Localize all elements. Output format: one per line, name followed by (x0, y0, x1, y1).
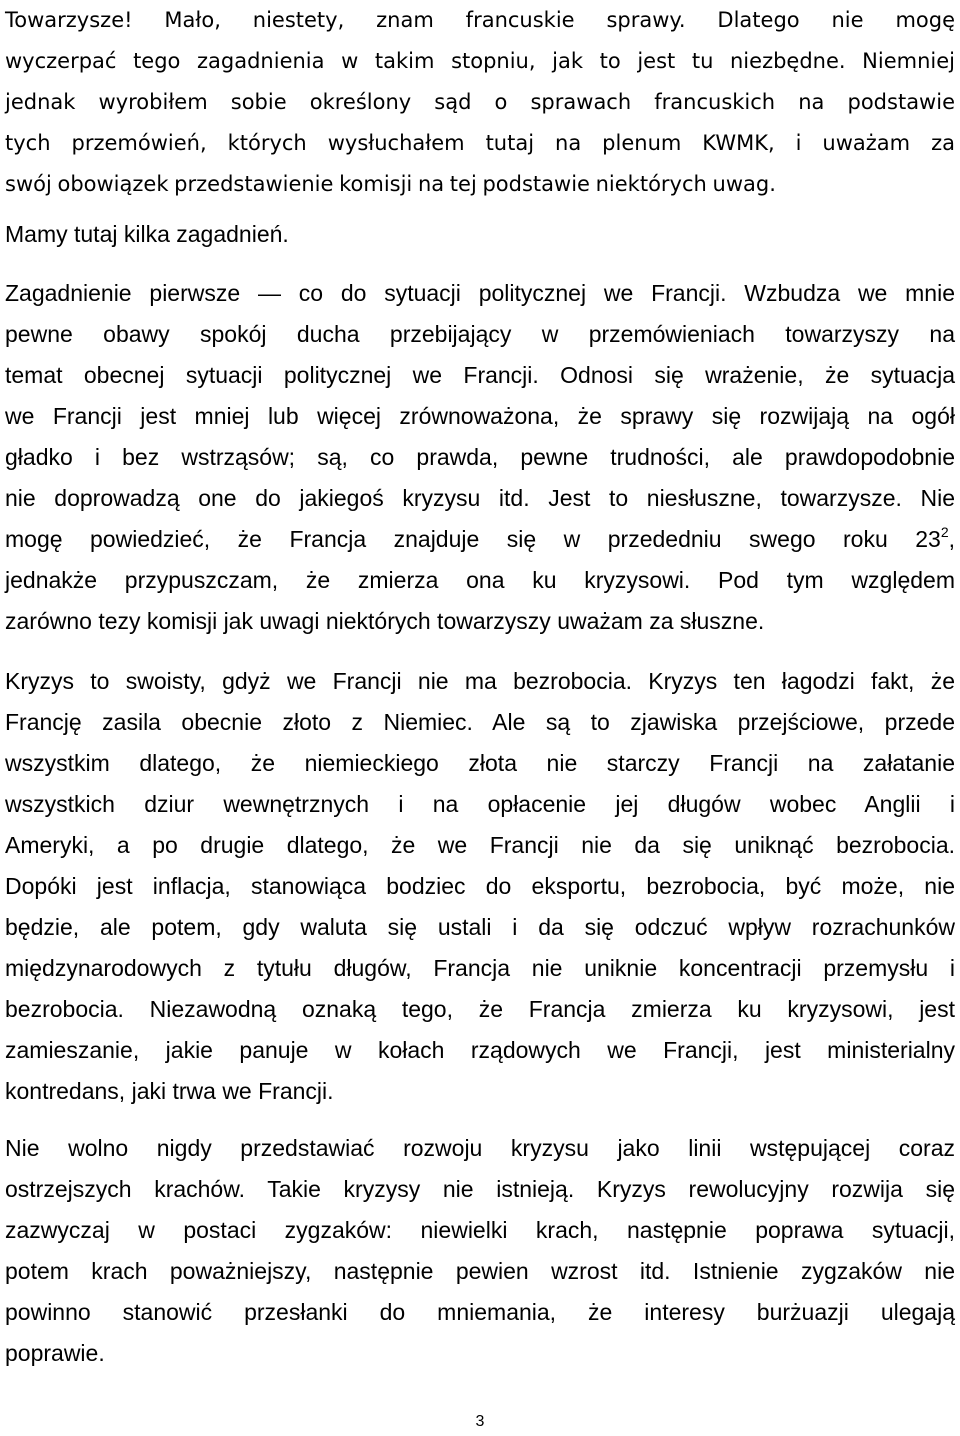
text-line: wyczerpać tego zagadnienia w takim stopniu, jak to jest tu niezbędne. Niemniej (5, 49, 955, 73)
text-line: temat obecnej sytuacji politycznej we Francji. Odnosi się wrażenie, że sytuacja (5, 362, 955, 388)
text-line: zarówno tezy komisji jak uwagi niektórych towarzyszy uważam za słuszne. (5, 608, 765, 634)
paragraph-2 (5, 214, 955, 255)
text-line: jednakże przypuszczam, że zmierza ona ku kryzysowi. Pod tym względem (5, 567, 955, 593)
footnote-mark[interactable]: 2 (940, 524, 949, 540)
paragraph-1 (5, 0, 955, 205)
text-line: zamieszanie, jakie panuje w kołach rządowych we Francji, jest ministerialny (5, 1037, 955, 1063)
text-line: tych przemówień, których wysłuchałem tutaj na plenum KWMK, i uważam za (5, 131, 955, 155)
text-line: ostrzejszych krachów. Takie kryzysy nie istnieją. Kryzys rewolucyjny rozwija się (5, 1176, 955, 1202)
text-line: wszystkich dziur wewnętrznych i na opłacenie jej długów wobec Anglii i (5, 791, 955, 817)
text-line: powinno stanowić przesłanki do mniemania, że interesy burżuazji ulegają (5, 1299, 955, 1325)
text-line: potem krach poważniejszy, następnie pewien wzrost itd. Istnienie zygzaków nie (5, 1258, 955, 1284)
text-line: swój obowiązek przedstawienie komisji na tej podstawie niektórych uwag. (5, 172, 776, 196)
text-line: poprawie. (5, 1340, 105, 1366)
text-line: pewne obawy spokój ducha przebijający w przemówieniach towarzyszy na (5, 321, 955, 347)
text-line: zazwyczaj w postaci zygzaków: niewielki krach, następnie poprawa sytuacji, (5, 1217, 955, 1243)
text-line: jednak wyrobiłem sobie określony sąd o sprawach francuskich na podstawie (5, 90, 955, 114)
text-line: Ameryki, a po drugie dlatego, że we Francji nie da się uniknąć bezrobocia. (5, 832, 955, 858)
page-number: 3 (475, 1413, 485, 1430)
text-line: Nie wolno nigdy przedstawiać rozwoju kryzysu jako linii wstępującej coraz (5, 1135, 955, 1161)
text-line: bezrobocia. Niezawodną oznaką tego, że Francja zmierza ku kryzysowi, jest (5, 996, 955, 1022)
line-tail: , (948, 526, 955, 552)
line-text: mogę powiedzieć, że Francja znajduje się w przededniu swego roku 23 (5, 526, 941, 552)
text-line: Zagadnienie pierwsze — co do sytuacji politycznej we Francji. Wzbudza we mnie (5, 280, 955, 306)
text-line: Towarzysze! Mało, niestety, znam francuskie sprawy. Dlatego nie mogę (5, 8, 955, 32)
text-line: kontredans, jaki trwa we Francji. (5, 1078, 334, 1104)
paragraph-5 (5, 1128, 955, 1374)
text-line: Dopóki jest inflacja, stanowiąca bodziec do eksportu, bezrobocia, być może, nie (5, 873, 955, 899)
text-line: wszystkim dlatego, że niemieckiego złota nie starczy Francji na załatanie (5, 750, 955, 776)
text-line: Mamy tutaj kilka zagadnień. (5, 221, 289, 247)
text-line: będzie, ale potem, gdy waluta się ustali i da się odczuć wpływ rozrachunków (5, 914, 955, 940)
text-line: Francję zasila obecnie złoto z Niemiec. Ale są to zjawiska przejściowe, przede (5, 709, 955, 735)
text-line: nie doprowadzą one do jakiegoś kryzysu itd. Jest to niesłuszne, towarzysze. Nie (5, 485, 955, 511)
text-line: Kryzys to swoisty, gdyż we Francji nie ma bezrobocia. Kryzys ten łagodzi fakt, że (5, 668, 955, 694)
text-line: międzynarodowych z tytułu długów, Francja nie uniknie koncentracji przemysłu i (5, 955, 955, 981)
text-line-with-footnote (5, 519, 955, 560)
paragraph-4 (5, 661, 955, 1112)
text-line: we Francji jest mniej lub więcej zrównoważona, że sprawy się rozwijają na ogół (5, 403, 955, 429)
text-line: gładko i bez wstrząsów; są, co prawda, pewne trudności, ale prawdopodobnie (5, 444, 955, 470)
paragraph-3 (5, 273, 955, 642)
